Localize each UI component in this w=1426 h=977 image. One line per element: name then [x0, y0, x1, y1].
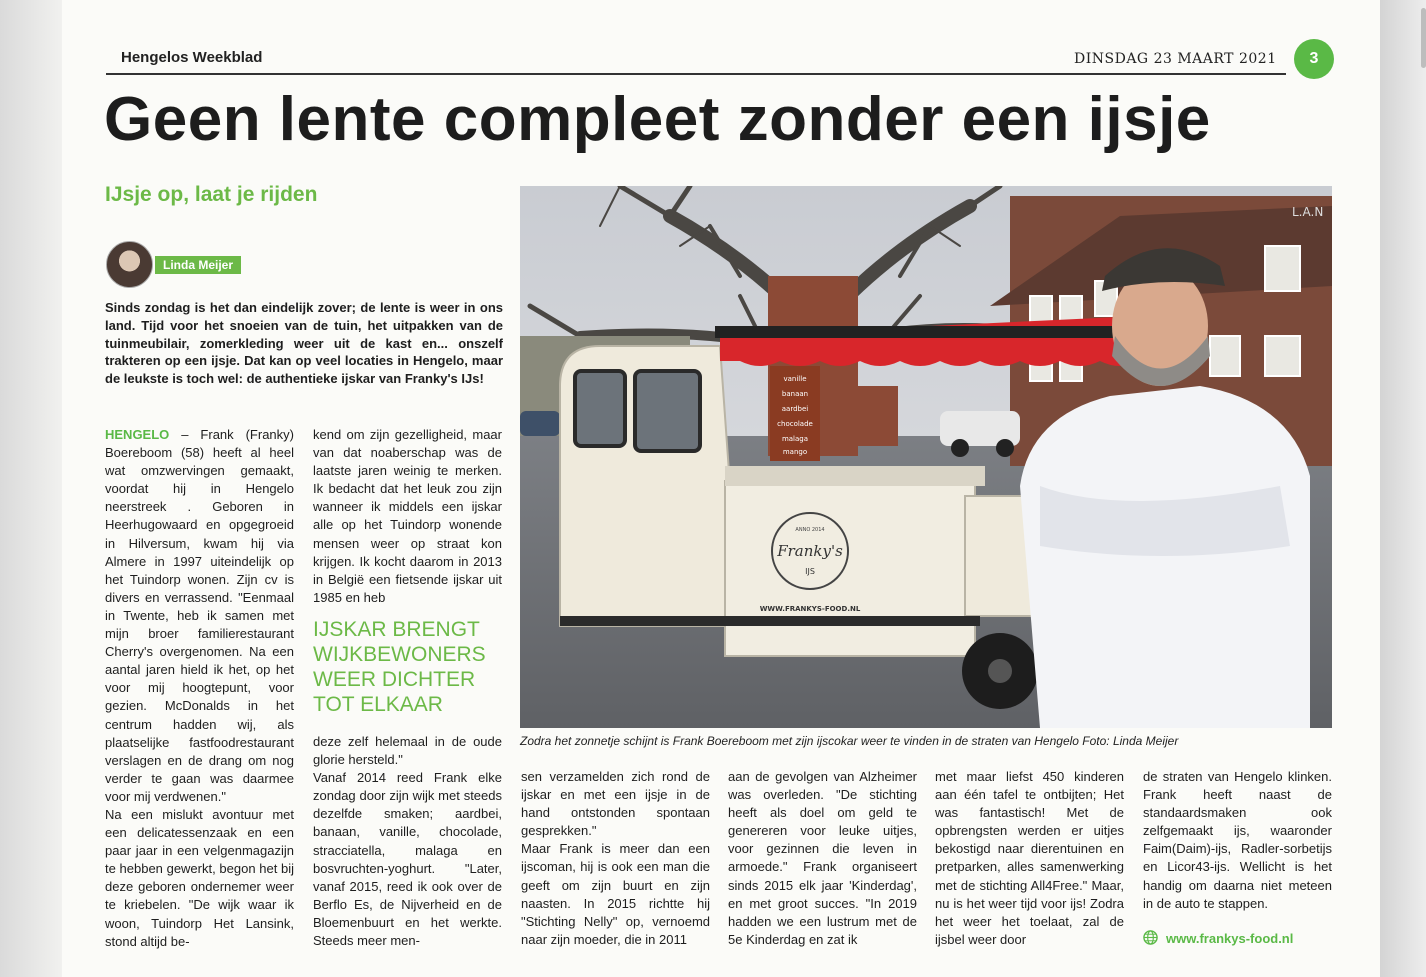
paragraph: deze zelf helemaal in de oude glorie hersteld.": [313, 734, 502, 768]
article-column-1: [105, 426, 294, 951]
pull-quote: IJSKAR BRENGT WIJKBEWONERS WEER DICHTER TOT ELKAAR: [313, 618, 486, 716]
svg-text:Franky's: Franky's: [777, 542, 843, 560]
paragraph: Na een mislukt avontuur met een delicatessenzaak en een paar jaar in een velgenmagazijn te hebben gewerkt, begon het bij deze geboren ondernemer weer te kriebelen. "De wijk waar ik woon, Tuindorp Het Lansink, stond altijd be-: [105, 806, 294, 949]
author-name: Linda Meijer: [155, 256, 241, 274]
article-column-2-bottom: [313, 733, 502, 950]
menu-item: malaga: [781, 435, 809, 443]
article-column-2-top: [313, 426, 502, 607]
dateline: HENGELO: [105, 427, 170, 442]
globe-icon: [1143, 930, 1158, 945]
page-right-margin: [1380, 0, 1426, 977]
menu-item: chocolade: [777, 420, 813, 428]
paragraph: HENGELO – Frank (Franky) Boereboom (58) heeft al heel wat omzwervingen gemaakt, voordat hij in Hengelo neerstreek . Geboren in Heerhugowaard en opgegroeid in Hilversum, kwam hij via Almere in 1997 uiteindelijk op het Tuindorp wonen. Zijn cv is divers en verrassend. "Eenmaal in Twente, heb ik samen met mijn broer familierestaurant Cherry's overgenomen. Na een aantal jaren hield ik het, op het voor mij hoogtepunt, voor gezien. McDonalds in het centrum hadden wij, als plaatselijke fastfoodrestaurant verslagen en de drang om nog verder te gaan was daarmee voor mij verdwenen.": [105, 427, 294, 804]
article-column-4: [728, 768, 917, 949]
parked-car: [520, 411, 560, 436]
photo-illustration: [520, 186, 1332, 728]
svg-text:IJS: IJS: [805, 567, 815, 576]
kicker-subtitle: IJsje op, laat je rijden: [105, 183, 318, 206]
menu-item: banaan: [781, 390, 809, 398]
paragraph: kend om zijn gezelligheid, maar van dat noaberschap was de laatste jaren weinig te merken. Ik bedacht dat het leuk zou zijn wanneer ik middels een ijskar alle op het Tuindorp wonende mensen weer op straat kon krijgen. Ik kocht daarom in 2013 in België een fietsende ijskar uit 1985 en heb: [313, 427, 502, 605]
paragraph: Maar Frank is meer dan een ijscoman, hij is ook een man die geeft om zijn buurt en zijn naasten. In 2015 richtte hij "Stichting Nelly" op, vernoemd naar zijn moeder, die in 2011: [521, 841, 710, 947]
article-column-3: [521, 768, 710, 949]
article-photo: [520, 186, 1332, 728]
building-sign: L.A.N: [1292, 205, 1324, 219]
menu-item: aardbei: [781, 405, 809, 413]
svg-text:ANNO 2014: ANNO 2014: [795, 527, 825, 533]
paragraph: de straten van Hengelo klinken. Frank heeft naast de standaardsmaken ook zelfgemaakt ijs, waaronder Faim(Daim)-ijs, Radler-sorbetijs en Licor43-ijs. Wellicht is het handig om daarna niet meteen in de auto te stappen.: [1143, 769, 1332, 911]
paragraph: sen verzamelden zich rond de ijskar en met een ijsje in de hand ontstonden spontaan gesprekken.": [521, 769, 710, 839]
svg-text:WWW.FRANKYS-FOOD.NL: WWW.FRANKYS-FOOD.NL: [759, 605, 861, 613]
paragraph: aan de gevolgen van Alzheimer was overleden. "De stichting heeft als doel om geld te genereren voor leuke uitjes, voor gezinnen die leven in armoede." Frank organiseert sinds 2015 elk jaar 'Kinderdag', en met groot succes. "In 2019 hadden we een lustrum met de 5e Kinderdag en zat ik: [728, 769, 917, 947]
menu-item: mango: [782, 448, 808, 456]
author-avatar: [106, 241, 153, 288]
page-number-badge: 3: [1294, 39, 1334, 79]
article-column-6: [1143, 768, 1332, 913]
website-link[interactable]: www.frankys-food.nl: [1166, 931, 1294, 946]
page-left-margin: [0, 0, 62, 977]
menu-item: vanille: [783, 375, 807, 383]
masthead: Hengelos Weekblad: [121, 49, 263, 66]
issue-date: DINSDAG 23 MAART 2021: [1074, 51, 1277, 67]
intro-paragraph: Sinds zondag is het dan eindelijk zover; de lente is weer in ons land. Tijd voor het snoeien van de tuin, het uitpakken van de tuinmeubilair, zomerkleding weer uit de kast en... onszelf trakteren op een ijsje. Dat kan op veel locaties in Hengelo, maar de leukste is toch wel: de authentieke ijskar van Franky's IJs!: [105, 300, 503, 387]
paragraph: met maar liefst 450 kinderen aan één tafel te ontbijten; Het was fantastisch! Met de opbrengsten werden er uitjes bekostigd naar dierentuinen en pretparken, alles samenwerking met de stichting All4Free." Maar, nu is het weer tijd voor ijs! Zodra het weer het toelaat, zal de ijsbel weer door: [935, 769, 1124, 947]
paragraph: Vanaf 2014 reed Frank elke zondag door zijn wijk met steeds dezelfde smaken; aardbei, banaan, vanille, chocolade, stracciatella, malaga en bosvruchten-yoghurt. "Later, vanaf 2015, reed ik ook over de Berflo Es, de Nijverheid en de Bloemenbuurt en het werkte. Steeds meer men-: [313, 770, 502, 949]
photo-caption: Zodra het zonnetje schijnt is Frank Boereboom met zijn ijscokar weer te vinden in de straten van Hengelo Foto: Linda Meijer: [520, 734, 1179, 748]
scrollbar-thumb[interactable]: [1421, 8, 1426, 68]
headline: Geen lente compleet zonder een ijsje: [104, 85, 1211, 154]
header-rule: [106, 73, 1286, 75]
article-column-5: [935, 768, 1124, 949]
